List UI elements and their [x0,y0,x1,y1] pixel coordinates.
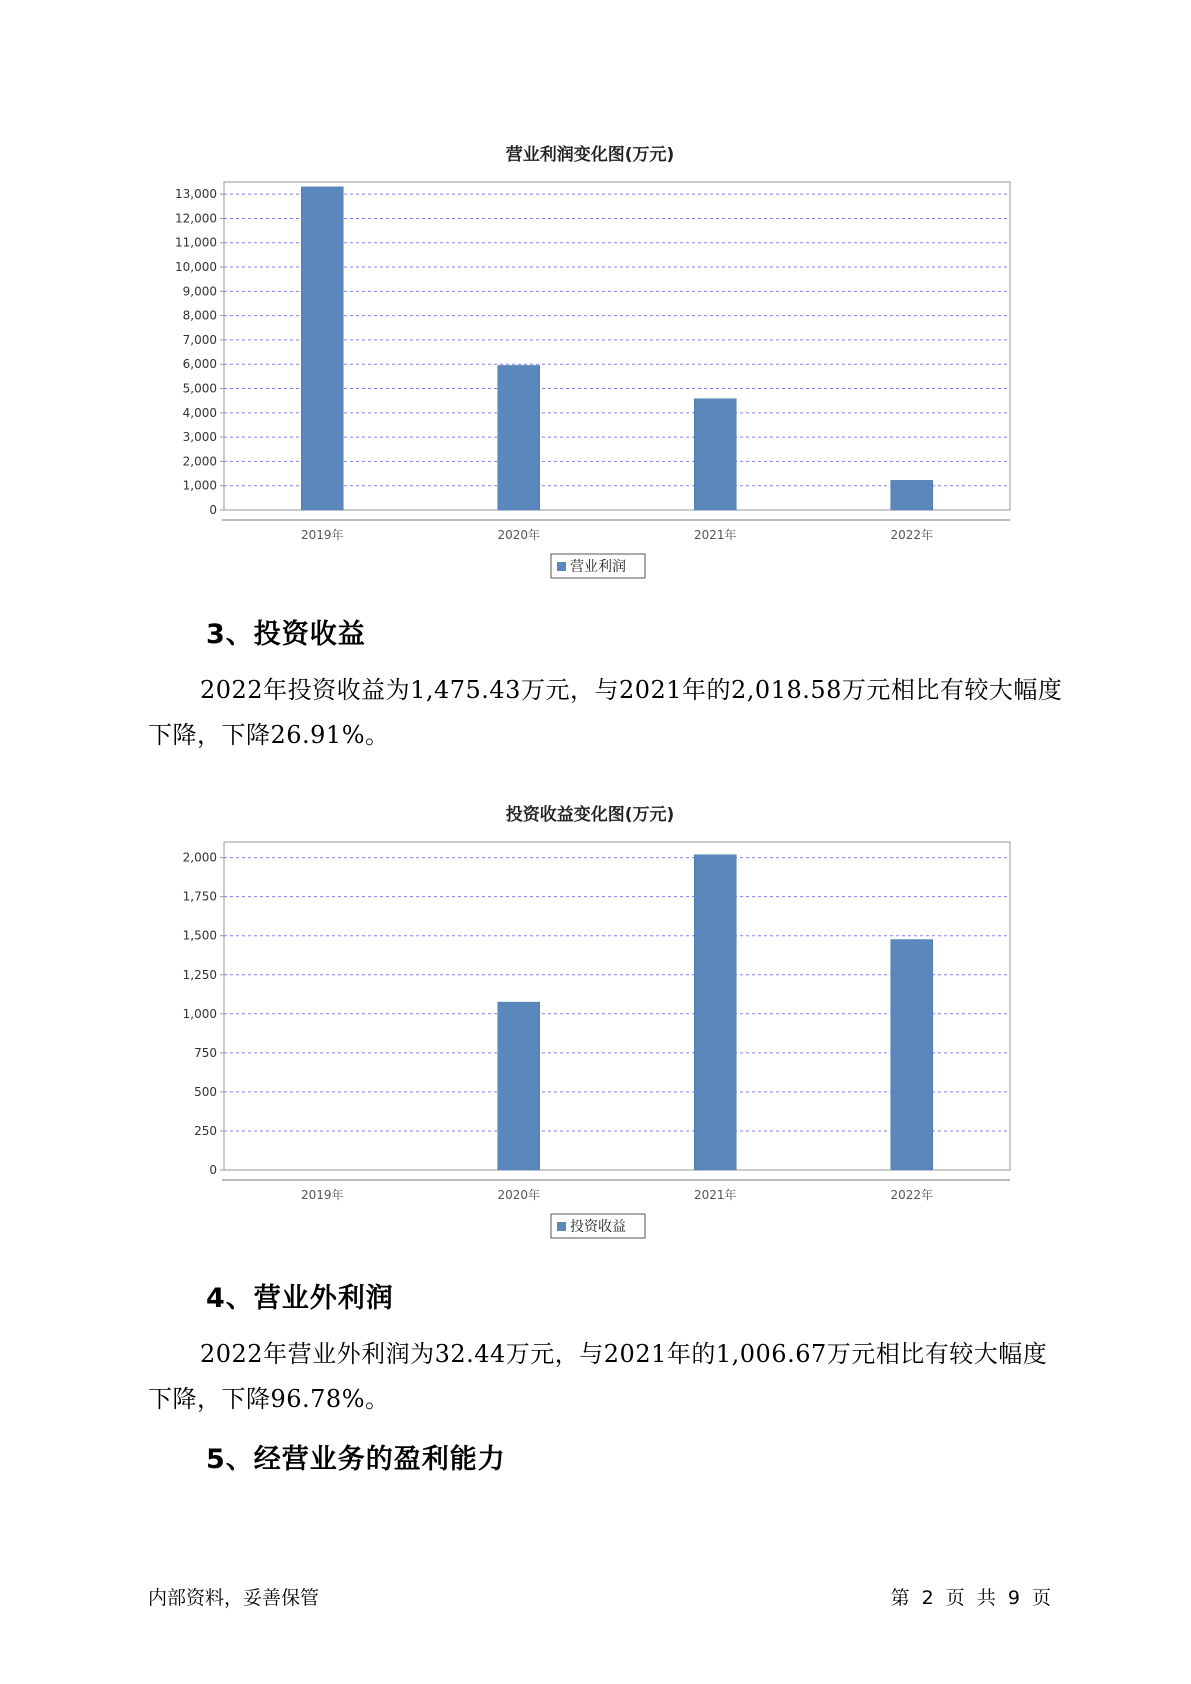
non-operating-profit-paragraph: 2022年营业外利润为32.44万元，与2021年的1,006.67万元相比有较大幅度下降，下降96.78%。 [148,1340,1048,1413]
legend-label: 营业利润 [570,559,626,575]
y-tick-label: 2,000 [182,454,217,469]
y-tick-label: 8,000 [182,308,217,323]
x-tick-label: 2021年 [693,1188,737,1202]
chart-title: 投资收益变化图(万元) [505,805,675,825]
y-tick-label: 1,000 [182,1006,217,1021]
chart-title: 营业利润变化图(万元) [505,145,675,165]
y-tick-label: 500 [194,1084,217,1099]
investment-income-chart [150,800,1030,1255]
bar-2022年 [891,940,933,1170]
x-tick-label: 2020年 [497,1188,541,1202]
y-tick-label: 5,000 [182,381,217,396]
y-tick-label: 10,000 [175,260,217,275]
y-tick-label: 6,000 [182,357,217,372]
x-tick-label: 2022年 [890,528,934,542]
y-tick-label: 1,500 [182,928,217,943]
y-tick-label: 1,250 [182,967,217,982]
x-tick-label: 2019年 [300,1188,344,1202]
y-tick-label: 4,000 [182,405,217,420]
x-tick-label: 2019年 [300,528,344,542]
y-tick-label: 7,000 [182,332,217,347]
legend-swatch [557,562,566,571]
bar-2022年 [891,480,933,510]
y-tick-label: 0 [209,503,217,517]
y-tick-label: 13,000 [175,187,217,202]
x-tick-label: 2022年 [890,1188,934,1202]
footer-page-number: 第 2 页 共 9 页 [890,1587,1051,1609]
y-tick-label: 0 [209,1163,217,1177]
section-heading-investment-income: 3、投资收益 [206,619,366,650]
bar-2021年 [694,399,736,510]
y-tick-label: 9,000 [182,284,217,299]
y-tick-label: 1,750 [182,889,217,904]
section-heading-operating-profitability: 5、经营业务的盈利能力 [206,1444,506,1475]
section-heading-non-operating-profit: 4、营业外利润 [206,1283,394,1314]
bar-2020年 [498,1002,540,1170]
bar-2019年 [301,187,343,510]
legend-label: 投资收益 [570,1219,626,1235]
y-tick-label: 11,000 [175,235,217,250]
y-tick-label: 750 [194,1045,217,1060]
y-tick-label: 250 [194,1123,217,1138]
y-tick-label: 12,000 [175,211,217,226]
y-tick-label: 3,000 [182,430,217,445]
y-tick-label: 1,000 [182,478,217,493]
y-tick-label: 2,000 [182,850,217,865]
x-tick-label: 2021年 [693,528,737,542]
x-tick-label: 2020年 [497,528,541,542]
footer-confidential-note: 内部资料，妥善保管 [148,1587,320,1609]
operating-profit-chart [150,140,1030,595]
bar-2021年 [694,855,736,1170]
investment-income-paragraph: 2022年投资收益为1,475.43万元，与2021年的2,018.58万元相比有较大幅度下降，下降26.91%。 [148,676,1063,749]
legend-swatch [557,1222,566,1231]
bar-2020年 [498,365,540,510]
